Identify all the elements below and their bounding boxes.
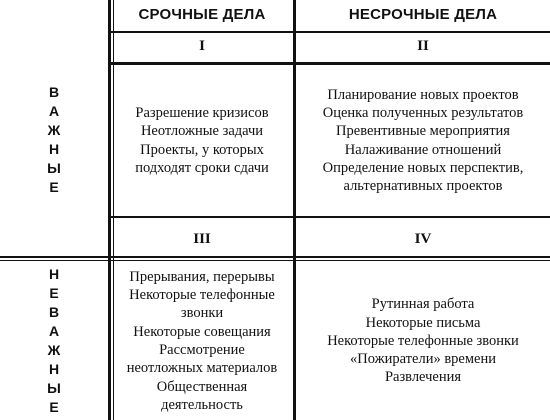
quadrant-line: Общественная	[156, 378, 248, 395]
row-label-letter: Ж	[47, 122, 61, 138]
row-label-letter: Ж	[47, 342, 61, 358]
quadrant-line: Некоторые совещания	[133, 323, 271, 340]
quadrant-line: Некоторые телефонные	[129, 287, 275, 304]
quadrant-line: подходят сроки сдачи	[135, 159, 269, 176]
row-label-letter: Н	[48, 266, 60, 282]
quadrant-numeral-1: I	[199, 38, 205, 54]
row-label-letter: В	[48, 304, 60, 320]
row-label-not-important	[0, 262, 108, 420]
quadrant-line: Превентивные мероприятия	[336, 123, 510, 140]
row-label-letter: В	[48, 84, 60, 100]
quadrant-line: Некоторые телефонные звонки	[327, 332, 519, 349]
quadrant-2-content	[296, 65, 550, 216]
quadrant-line: Некоторые письма	[365, 314, 481, 331]
quadrant-line: Оценка полученных результатов	[322, 104, 524, 121]
divider-row-split	[0, 256, 550, 258]
quadrant-3-content	[111, 262, 293, 420]
quadrant-line: Планирование новых проектов	[327, 86, 519, 103]
quadrant-line: Определение новых перспектив,	[322, 159, 524, 176]
quadrant-numeral-2: II	[417, 38, 429, 54]
row-label-letter: Н	[48, 361, 60, 377]
row-label-letter: Е	[49, 399, 59, 415]
quadrant-numeral-3: III	[193, 231, 211, 247]
quadrant-1-content	[111, 65, 293, 216]
quadrant-line: звонки	[180, 305, 224, 322]
row-label-letter: Е	[49, 285, 59, 301]
quadrant-line: неотложных материалов	[126, 360, 278, 377]
quadrant-numeral-4: IV	[414, 231, 432, 247]
row-label-letter: А	[48, 103, 60, 119]
row-label-letter: Ы	[47, 160, 61, 176]
row-label-letter: Н	[48, 141, 60, 157]
row-label-important	[0, 65, 108, 215]
quadrant-line: Прерывания, перерывы	[129, 268, 275, 285]
quadrant-line: Рассмотрение	[159, 342, 245, 358]
quadrant-line: Неотложные задачи	[140, 123, 264, 140]
quadrant-line: Налаживание отношений	[344, 141, 502, 158]
quadrant-4-content	[296, 262, 550, 420]
quadrant-line: деятельность	[161, 396, 243, 413]
quadrant-line: Развлечения	[384, 369, 462, 386]
row-label-letter: Е	[49, 179, 59, 195]
quadrant-line: «Пожиратели» времени	[349, 351, 496, 368]
quadrant-line: Разрешение кризисов	[135, 104, 269, 121]
row-label-letter: Ы	[47, 380, 61, 396]
divider-header	[108, 31, 550, 33]
column-header-urgent: СРОЧНЫЕ ДЕЛА	[138, 6, 266, 23]
divider-quadrant-top	[108, 216, 550, 218]
divider-row-split-2	[0, 260, 550, 261]
column-header-not-urgent: НЕСРОЧНЫЕ ДЕЛА	[348, 6, 498, 23]
quadrant-line: Рутинная работа	[371, 296, 475, 313]
quadrant-line: альтернативных проектов	[343, 178, 503, 195]
quadrant-line: Проекты, у которых	[140, 141, 264, 158]
row-label-letter: А	[48, 323, 60, 339]
